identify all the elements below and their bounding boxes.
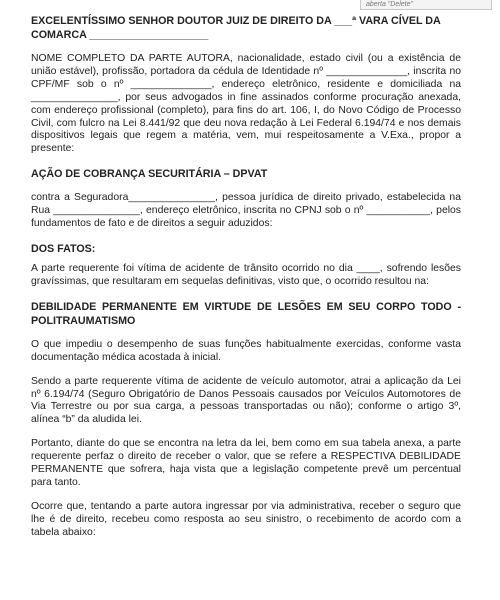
- portanto-paragraph: Portanto, diante do que se encontra na letra da lei, bem como em sua tabela anexa, a parte requerente perfaz o direito de receber o valor, que se refere a RESPECTIVA DEBILIDADE PERMANENTE que sofrera, haja vista que a legislação competente prevê um percentual para tanto.: [31, 438, 461, 488]
- document-body: [31, 14, 461, 540]
- intro-paragraph: NOME COMPLETO DA PARTE AUTORA, nacionalidade, estado civil (ou a existência de união estável), profissão, portadora da cédula de Identidade nº ______________, inscrita no CPF/MF sob o nº ______________, endereço eletrônico, residente e domiciliada na _______________, por seus advogados in fine assinados conforme procuração anexada, com endereço profissional (completo), para fins do art. 106, I, do Novo Código de Processo Civil, com fulcro na Lei 8.441/92 que deu nova redação à Lei Federal 6.194/74 e nos demais dispositivos legais que regem a matéria, vem, mui respeitosamente a V.Exa., propor a presente:: [31, 53, 461, 155]
- side-note: aberta "Delete": [360, 0, 492, 10]
- injury-heading: DEBILIDADE PERMANENTE EM VIRTUDE DE LESÕES EM SEU CORPO TODO - POLITRAUMATISMO: [31, 300, 461, 327]
- ocorre-paragraph: Ocorre que, tentando a parte autora ingressar por via administrativa, receber o seguro que lhe é de direito, recebeu como resposta ao seu sinistro, o recebimento de acordo com a tabela abaixo:: [31, 500, 461, 538]
- against-paragraph: contra a Seguradora_______________, pessoa jurídica de direito privado, estabelecida na Rua _______________, endereço eletrônico, inscrita no CPNJ sob o nº ___________, pelos fundamentos de fato e de direitos a seguir aduzidos:: [31, 192, 461, 230]
- impediu-paragraph: O que impediu o desempenho de suas funções habitualmente exercidas, conforme vasta documentação médica acostada à inicial.: [31, 338, 461, 363]
- facts-paragraph: A parte requerente foi vítima de acidente de trânsito ocorrido no dia ____, sofrendo lesões gravíssimas, que resultaram em sequelas definitivas, visto que, o ocorrido resultou na:: [31, 262, 461, 287]
- action-title: AÇÃO DE COBRANÇA SECURITÁRIA – DPVAT: [31, 168, 268, 181]
- document-title: EXCELENTÍSSIMO SENHOR DOUTOR JUIZ DE DIREITO DA ___ª VARA CÍVEL DA COMARCA ____________________: [31, 15, 441, 41]
- sendo-paragraph: Sendo a parte requerente vítima de acidente de veículo automotor, atrai a aplicação da Lei nº 6.194/74 (Seguro Obrigatório de Danos Pessoais causados por Veículos Automotores de Via Terrestre ou por sua carga, a pessoas transportadas ou não); conforme o artigo 3º, alínea “b” da aludida lei.: [31, 375, 461, 426]
- facts-heading: DOS FATOS:: [31, 242, 96, 255]
